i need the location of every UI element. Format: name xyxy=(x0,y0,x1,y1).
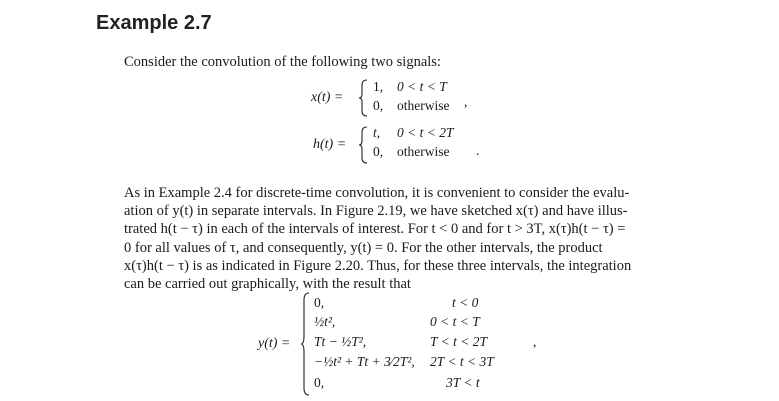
y-def-row-3-cond: T < t < 2T xyxy=(430,334,487,349)
y-def-row-2-cond: 0 < t < T xyxy=(430,314,480,329)
y-def-row-2-value: ½t², xyxy=(314,314,336,329)
x-def-row-1-cond: 0 < t < T xyxy=(397,79,447,94)
x-def-lhs: x(t) = xyxy=(311,90,344,105)
h-def-row-2-cond: otherwise xyxy=(397,144,450,159)
y-def-row-4-cond: 2T < t < 3T xyxy=(430,354,494,369)
y-def-row-5-cond: 3T < t xyxy=(446,375,480,390)
h-def-row-1-value: t, xyxy=(373,125,381,140)
body-line: trated h(t − τ) in each of the intervals of interest. For t < 0 and for t > 3T, x(τ)h(t − τ) = xyxy=(124,221,626,238)
h-def-row-1-cond: 0 < t < 2T xyxy=(397,125,454,140)
body-line: As in Example 2.4 for discrete-time convolution, it is convenient to consider the evalu- xyxy=(124,185,630,201)
h-def-trail: . xyxy=(476,143,480,158)
y-def-row-4-value: −½t² + Tt + 3⁄2T², xyxy=(314,354,415,369)
body-line: x(τ)h(t − τ) is as indicated in Figure 2.20. Thus, for these three intervals, the integration xyxy=(124,257,632,274)
x-def-brace xyxy=(358,79,368,117)
x-def-row-1-value: 1, xyxy=(373,79,384,94)
h-def-lhs: h(t) = xyxy=(313,137,347,152)
body-line: 0 for all values of τ, and consequently, y(t) = 0. For the other intervals, the product xyxy=(124,239,603,256)
y-def-row-1-value: 0, xyxy=(314,295,325,310)
x-def-row-2-cond: otherwise xyxy=(397,98,450,113)
y-def-row-1-cond: t < 0 xyxy=(452,295,479,310)
body-paragraph xyxy=(124,184,669,293)
y-def-row-5-value: 0, xyxy=(314,375,325,390)
y-def-brace xyxy=(300,292,310,396)
intro-sentence: Consider the convolution of the following two signals: xyxy=(124,54,441,70)
body-line: can be carried out graphically, with the result that xyxy=(124,275,411,292)
h-def-brace xyxy=(358,126,368,164)
h-def-row-2-value: 0, xyxy=(373,144,384,159)
y-def-lhs: y(t) = xyxy=(258,336,291,351)
x-def-trail: , xyxy=(464,94,468,109)
y-def-trail: , xyxy=(533,334,537,349)
example-heading: Example 2.7 xyxy=(96,12,212,34)
body-line: ation of y(t) in separate intervals. In Figure 2.19, we have sketched x(τ) and have illus- xyxy=(124,203,628,220)
x-def-row-2-value: 0, xyxy=(373,98,384,113)
y-def-row-3-value: Tt − ½T², xyxy=(314,334,367,349)
